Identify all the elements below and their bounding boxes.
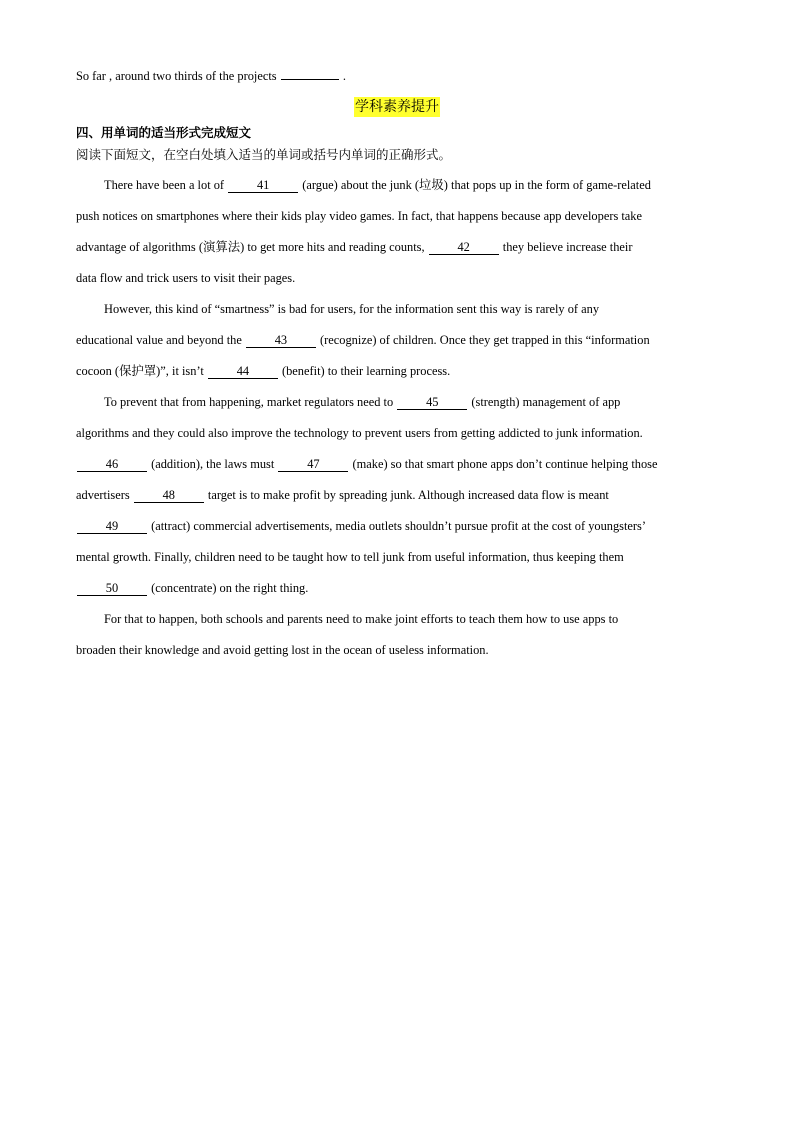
worksheet-page xyxy=(76,62,718,666)
blank-41: 41 xyxy=(228,179,298,193)
passage-line xyxy=(76,418,718,449)
previous-exercise-line xyxy=(76,62,718,90)
blank-45: 45 xyxy=(397,396,467,410)
passage-text: (benefit) to their learning process. xyxy=(278,364,451,378)
passage-text: push notices on smartphones where their kids play video games. In fact, that happens because app developers take xyxy=(76,209,643,223)
passage-text: (recognize) of children. Once they get trapped in this “information xyxy=(316,333,650,347)
passage-text: There have been a lot of xyxy=(104,178,228,192)
passage-line xyxy=(76,604,718,635)
blank-48: 48 xyxy=(134,489,204,503)
passage-text: cocoon (保护罩)”, it isn’t xyxy=(76,364,207,378)
instruction-text: 阅读下面短文，在空白处填入适当的单词或括号内单词的正确形式。 xyxy=(76,147,452,162)
passage-text: (attract) commercial advertisements, media outlets shouldn’t pursue profit at the cost of youngsters’ xyxy=(148,519,647,533)
passage-line xyxy=(76,325,718,356)
blank-47: 47 xyxy=(278,458,348,472)
passage-text: educational value and beyond the xyxy=(76,333,245,347)
blank-44: 44 xyxy=(208,365,278,379)
passage-text: advertisers xyxy=(76,488,133,502)
blank-42: 42 xyxy=(429,241,499,255)
blank-49: 49 xyxy=(77,520,147,534)
passage-text: (addition), the laws must xyxy=(148,457,278,471)
passage-line xyxy=(76,542,718,573)
blank-43: 43 xyxy=(246,334,316,348)
passage-line xyxy=(76,232,718,263)
passage-text: mental growth. Finally, children need to be taught how to tell junk from useful information, thus keeping them xyxy=(76,550,624,564)
passage-text: target is to make profit by spreading junk. Although increased data flow is meant xyxy=(204,488,609,502)
section-heading: 四、用单词的适当形式完成短文 xyxy=(76,125,252,140)
previous-exercise-end: . xyxy=(339,69,346,83)
passage-text: To prevent that from happening, market regulators need to xyxy=(104,395,397,409)
passage-line xyxy=(76,449,718,480)
passage-line xyxy=(76,263,718,294)
passage-text: advantage of algorithms (演算法) to get more hits and reading counts, xyxy=(76,240,428,254)
passage-text: algorithms and they could also improve the technology to prevent users from getting addicted to junk information. xyxy=(76,426,643,440)
blank-50: 50 xyxy=(77,582,147,596)
passage-line xyxy=(76,170,718,201)
section-title: 学科素养提升 xyxy=(355,99,439,115)
passage-line xyxy=(76,356,718,387)
previous-exercise-blank xyxy=(281,66,339,80)
passage-text: (argue) about the junk (垃圾) that pops up in the form of game-related xyxy=(299,178,651,192)
passage-line xyxy=(76,635,718,666)
passage-text: For that to happen, both schools and parents need to make joint efforts to teach them how to use apps to xyxy=(104,612,619,626)
passage-text: (make) so that smart phone apps don’t continue helping those xyxy=(349,457,658,471)
passage-line xyxy=(76,201,718,232)
previous-exercise-text: So far , around two thirds of the projects xyxy=(76,69,277,83)
passage-line xyxy=(76,387,718,418)
passage-text: (concentrate) on the right thing. xyxy=(148,581,309,595)
passage-line xyxy=(76,480,718,511)
passage-text: However, this kind of “smartness” is bad for users, for the information sent this way is rarely of any xyxy=(104,302,600,316)
blank-46: 46 xyxy=(77,458,147,472)
passage-text: data flow and trick users to visit their pages. xyxy=(76,271,296,285)
passage-text: (strength) management of app xyxy=(468,395,621,409)
section-title-row xyxy=(76,92,718,122)
passage-line xyxy=(76,511,718,542)
passage-line xyxy=(76,294,718,325)
passage-text: broaden their knowledge and avoid getting lost in the ocean of useless information. xyxy=(76,643,489,657)
passage-text: they believe increase their xyxy=(499,240,633,254)
passage-line xyxy=(76,573,718,604)
